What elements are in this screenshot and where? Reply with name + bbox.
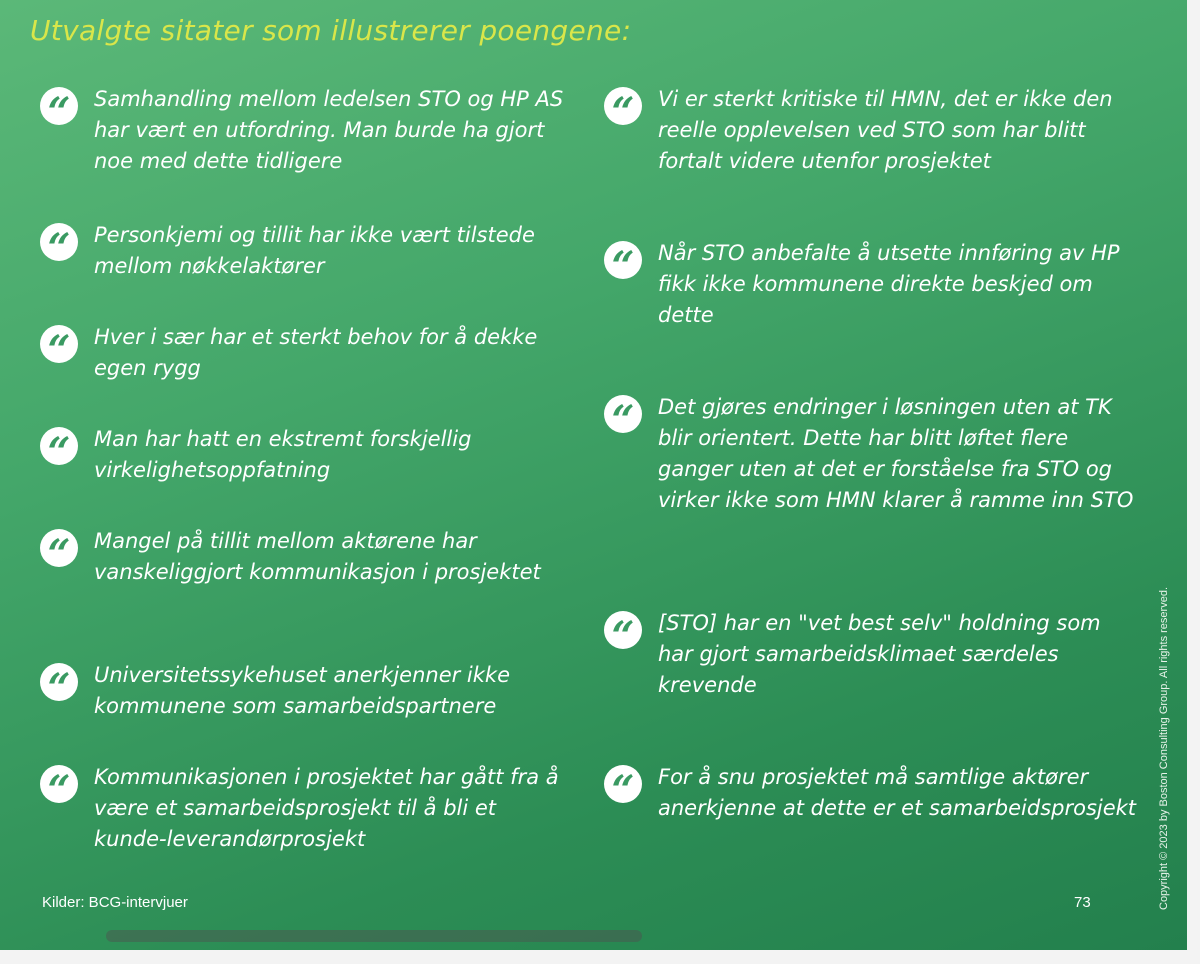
quote-mark-icon: “ xyxy=(40,529,78,567)
quote-item xyxy=(604,762,1138,824)
quote-text: Man har hatt en ekstremt forskjellig virkelighetsoppfatning xyxy=(94,427,472,482)
quote-mark-icon: “ xyxy=(40,427,78,465)
copyright-notice: Copyright © 2023 by Boston Consulting Group. All rights reserved. xyxy=(1158,587,1170,910)
quote-item xyxy=(40,526,564,588)
quote-mark-icon: “ xyxy=(40,325,78,363)
quote-text: Personkjemi og tillit har ikke vært tilstede mellom nøkkelaktører xyxy=(94,223,535,278)
quote-text: [STO] har en "vet best selv" holdning som har gjort samarbeidsklimaet særdeles krevende xyxy=(658,611,1101,697)
quote-mark-icon: “ xyxy=(40,765,78,803)
quote-mark-icon: “ xyxy=(40,223,78,261)
page-title: Utvalgte sitater som illustrerer poengene: xyxy=(30,14,632,47)
quote-item xyxy=(40,762,564,855)
quote-text: Universitetssykehuset anerkjenner ikke kommunene som samarbeidspartnere xyxy=(94,663,511,718)
quote-item xyxy=(40,84,564,177)
quote-item xyxy=(40,424,564,486)
quote-text: Når STO anbefalte å utsette innføring av HP fikk ikke kommunene direkte beskjed om dette xyxy=(658,241,1120,327)
quote-mark-icon: “ xyxy=(40,663,78,701)
quote-item xyxy=(604,608,1138,701)
page-margin-bottom xyxy=(0,950,1200,964)
quote-mark-icon: “ xyxy=(604,611,642,649)
quote-text: Samhandling mellom ledelsen STO og HP AS har vært en utfordring. Man burde ha gjort noe med dette tidligere xyxy=(94,87,564,173)
quote-mark-icon: “ xyxy=(40,87,78,125)
horizontal-scrollbar[interactable] xyxy=(106,930,642,942)
quote-text: Hver i sær har et sterkt behov for å dekke egen rygg xyxy=(94,325,538,380)
quote-text: Kommunikasjonen i prosjektet har gått fra å være et samarbeidsprosjekt til å bli et kunde-leverandørprosjekt xyxy=(94,765,559,851)
quote-mark-icon: “ xyxy=(604,765,642,803)
quote-mark-icon: “ xyxy=(604,395,642,433)
quote-item xyxy=(604,238,1138,331)
quote-text: Det gjøres endringer i løsningen uten at TK blir orientert. Dette har blitt løftet flere ganger uten at det er forståelse fra STO og virker ikke som HMN klarer å ramme inn STO xyxy=(658,395,1134,512)
quote-item xyxy=(40,660,564,722)
page-margin-right xyxy=(1187,0,1200,964)
quote-item xyxy=(604,392,1138,516)
quote-mark-icon: “ xyxy=(604,241,642,279)
page-number: 73 xyxy=(1074,894,1091,911)
quote-mark-icon: “ xyxy=(604,87,642,125)
quote-item xyxy=(40,322,564,384)
quote-item xyxy=(604,84,1138,177)
quote-text: Vi er sterkt kritiske til HMN, det er ikke den reelle opplevelsen ved STO som har blitt fortalt videre utenfor prosjektet xyxy=(658,87,1113,173)
quote-text: For å snu prosjektet må samtlige aktører anerkjenne at dette er et samarbeidsprosjekt xyxy=(658,765,1137,820)
source-note: Kilder: BCG-intervjuer xyxy=(42,894,188,911)
quote-item xyxy=(40,220,564,282)
quote-text: Mangel på tillit mellom aktørene har vanskeliggjort kommunikasjon i prosjektet xyxy=(94,529,541,584)
